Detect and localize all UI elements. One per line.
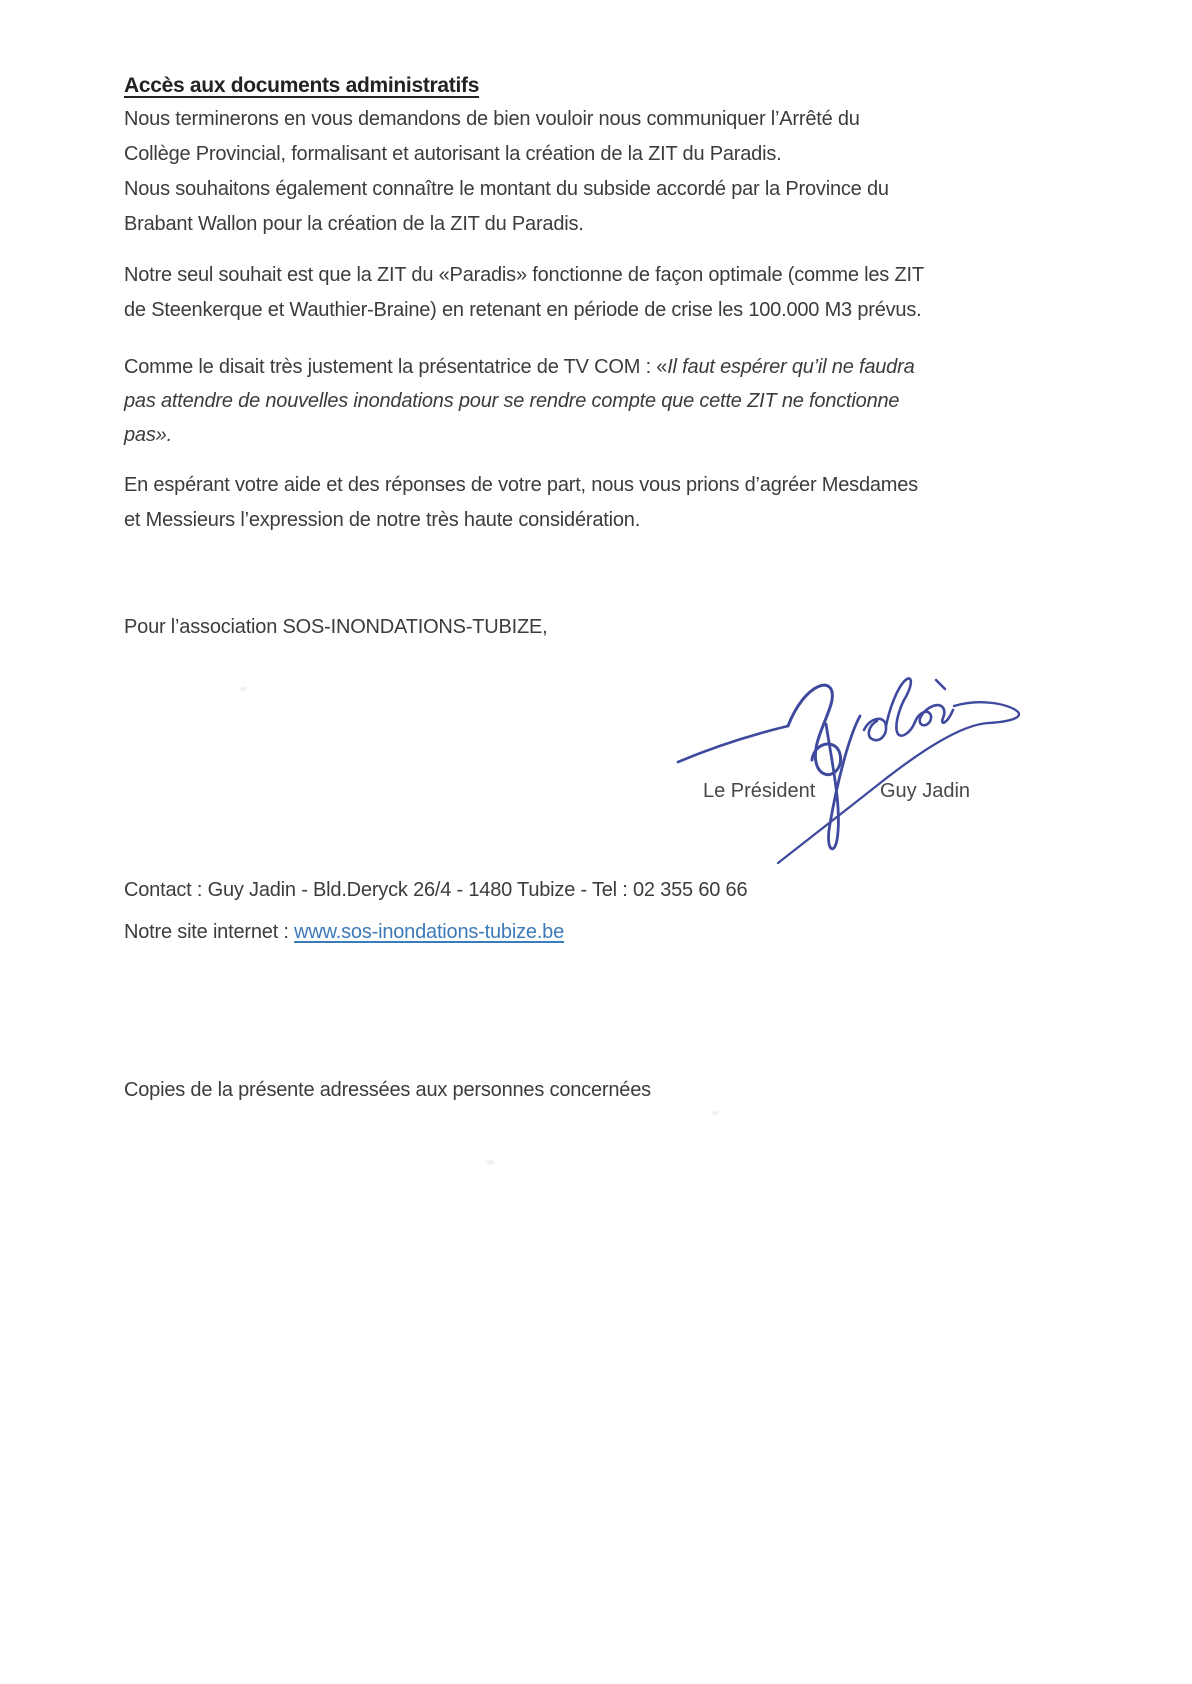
scan-artifact [712, 1111, 718, 1115]
paragraph-access-request [124, 102, 1084, 242]
paragraph-line: Notre seul souhait est que la ZIT du «Paradis» fonctionne de façon optimale (comme les ZIT [124, 264, 924, 286]
quote-text-start: Il faut espérer qu’il ne faudra [667, 356, 915, 378]
paragraph-line [124, 350, 1084, 384]
paragraph-closing [124, 468, 1084, 538]
website-label: Notre site internet : [124, 921, 295, 943]
paragraph-line: Brabant Wallon pour la création de la ZIT du Paradis. [124, 213, 584, 235]
website-line [124, 911, 747, 953]
contact-block [124, 869, 747, 953]
paragraph-line: Nous terminerons en vous demandons de bien vouloir nous communiquer l’Arrêté du [124, 108, 860, 130]
contact-line: Contact : Guy Jadin - Bld.Deryck 26/4 - 1480 Tubize - Tel : 02 355 60 66 [124, 879, 748, 901]
paragraph-line: Collège Provincial, formalisant et autorisant la création de la ZIT du Paradis. [124, 143, 782, 165]
paragraph-line: En espérant votre aide et des réponses de votre part, nous vous prions d’agréer Mesdames [124, 474, 918, 496]
signer-name: Guy Jadin [880, 780, 971, 802]
signature-caption-row [0, 776, 1192, 806]
paragraph-wish [124, 258, 1084, 328]
handwritten-signature [650, 620, 1050, 870]
paragraph-line: de Steenkerque et Wauthier-Braine) en retenant en période de crise les 100.000 M3 prévus. [124, 299, 922, 321]
quote-text-end: pas». [124, 424, 172, 446]
scan-artifact [240, 687, 247, 691]
association-line: Pour l’association SOS-INONDATIONS-TUBIZE, [124, 616, 548, 638]
signature-strokes [678, 679, 1019, 863]
quote-intro: Comme le disait très justement la présentatrice de TV COM : « [124, 356, 668, 378]
quote-text-middle: pas attendre de nouvelles inondations pour se rendre compte que cette ZIT ne fonctionne [124, 390, 900, 412]
copies-note: Copies de la présente adressées aux personnes concernées [124, 1079, 651, 1101]
paragraph-line: Nous souhaitons également connaître le montant du subside accordé par la Province du [124, 178, 889, 200]
section-heading: Accès aux documents administratifs [124, 74, 480, 97]
website-link[interactable]: www.sos-inondations-tubize.be [294, 921, 565, 943]
paragraph-line: et Messieurs l’expression de notre très haute considération. [124, 509, 641, 531]
signer-role-label: Le Président [703, 780, 816, 802]
scan-artifact [486, 1160, 495, 1165]
paragraph-quote [124, 350, 1084, 452]
